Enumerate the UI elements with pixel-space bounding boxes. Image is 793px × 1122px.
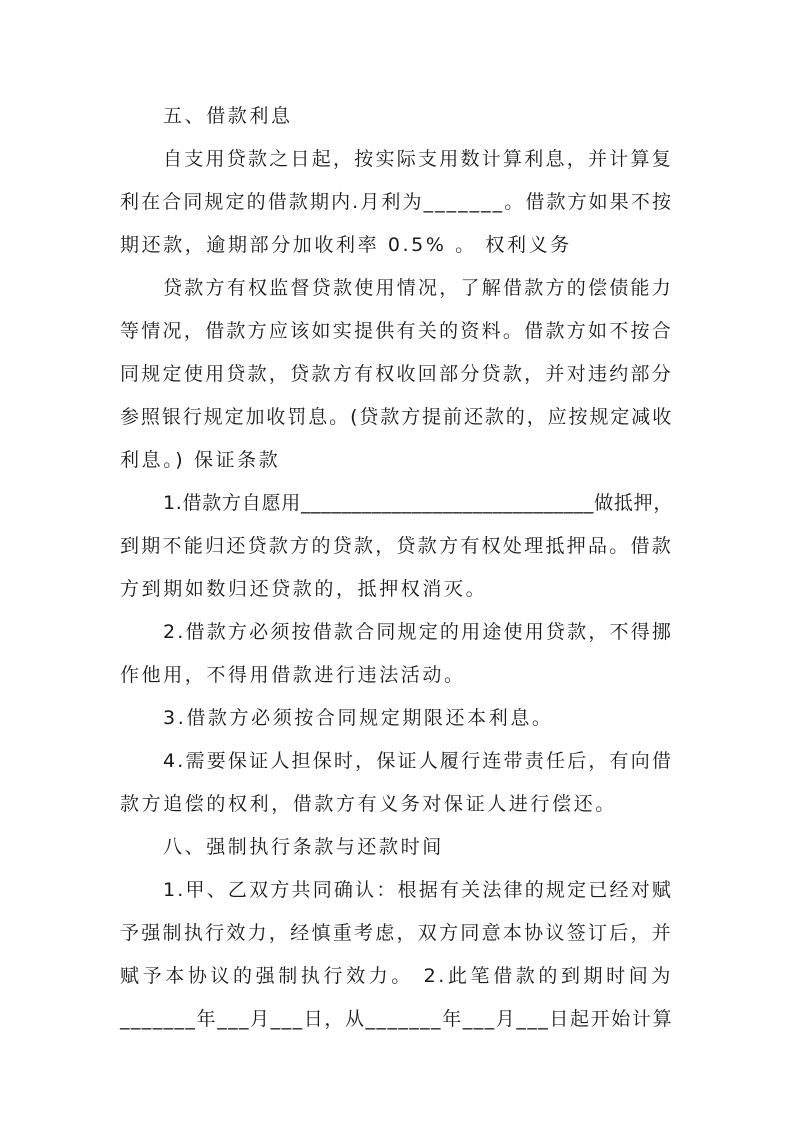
paragraph-line: 期还款，逾期部分加收利率 0.5% 。 权利义务	[120, 234, 572, 256]
section-heading-interest: 五、借款利息	[163, 105, 293, 127]
paragraph-line: 到期不能归还贷款方的贷款，贷款方有权处理抵押品。借款	[120, 535, 673, 557]
paragraph-line: 1.借款方自愿用_____________________________做抵押，	[163, 492, 673, 514]
paragraph-line: 2.借款方必须按借款合同规定的用途使用贷款，不得挪	[163, 621, 674, 643]
paragraph-line: 方到期如数归还贷款的，抵押权消灭。	[120, 578, 488, 600]
paragraph-line: 等情况，借款方应该如实提供有关的资料。借款方如不按合	[120, 320, 673, 342]
paragraph-line: 作他用，不得用借款进行违法活动。	[120, 664, 466, 686]
paragraph-line: 利息。) 保证条款	[120, 449, 281, 471]
paragraph-line: 同规定使用贷款，贷款方有权收回部分贷款，并对违约部分	[120, 363, 673, 385]
paragraph-line: 自支用贷款之日起，按实际支用数计算利息，并计算复	[163, 148, 673, 170]
paragraph-line: 4.需要保证人担保时，保证人履行连带责任后，有向借	[163, 750, 674, 772]
section-heading-enforcement: 八、强制执行条款与还款时间	[163, 836, 444, 858]
paragraph-line: 利在合同规定的借款期内.月利为_______。借款方如果不按	[120, 191, 673, 213]
paragraph-line: 予强制执行效力，经慎重考虑，双方同意本协议签订后，并	[120, 922, 673, 944]
paragraph-line: 3.借款方必须按合同规定期限还本利息。	[163, 707, 554, 729]
paragraph-line: 参照银行规定加收罚息。(贷款方提前还款的，应按规定减收	[120, 406, 673, 428]
paragraph-line: _______年___月___日，从_______年___月___日起开始计算	[120, 1008, 673, 1030]
paragraph-line: 贷款方有权监督贷款使用情况，了解借款方的偿债能力	[163, 277, 673, 299]
paragraph-line: 1.甲、乙双方共同确认：根据有关法律的规定已经对赋	[163, 879, 674, 901]
paragraph-line: 赋予本协议的强制执行效力。 2.此笔借款的到期时间为	[120, 965, 673, 987]
paragraph-line: 款方追偿的权利，借款方有义务对保证人进行偿还。	[120, 793, 617, 815]
